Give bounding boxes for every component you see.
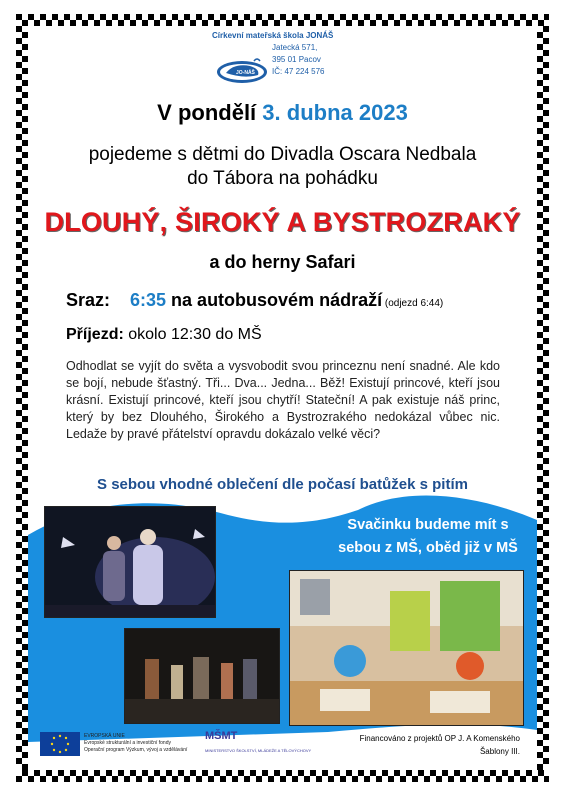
eu-text <box>84 733 187 754</box>
financing-line: Financováno z projektů OP J. A Komenského <box>359 734 520 743</box>
meeting-label: Sraz: <box>66 290 111 310</box>
eu-line: EVROPSKÁ UNIE <box>84 733 125 739</box>
intro-text <box>0 143 565 191</box>
play-title: DLOUHÝ, ŠIROKÝ A BYSTROZRAKÝ <box>44 207 521 237</box>
snack-line: Svačinku budeme mít s <box>347 517 509 533</box>
theatre-photo-1 <box>44 506 216 618</box>
school-id: IČ: 47 224 576 <box>272 67 325 76</box>
arrival-info <box>66 326 262 344</box>
date-prefix: V pondělí <box>157 100 263 125</box>
snack-line: sebou z MŠ, oběd již v MŠ <box>338 540 518 556</box>
eu-line: Operační program Výzkum, vývoj a vzdělávání <box>84 747 188 753</box>
school-name: Církevní mateřská škola JONÁŠ <box>212 31 334 40</box>
financing-line: Šablony III. <box>479 747 520 756</box>
event-date-line <box>0 100 565 126</box>
eu-flag-icon <box>40 732 80 756</box>
puppet-scene-image <box>125 629 279 723</box>
theatre-photo-2 <box>124 628 280 724</box>
msmt-logo: MŠMT <box>205 730 238 742</box>
event-date: 3. dubna 2023 <box>262 100 408 125</box>
snack-notice <box>330 514 526 560</box>
safari-playroom-image <box>290 571 523 725</box>
departure-note: (odjezd 6:44) <box>382 298 444 309</box>
financing-note <box>300 732 520 758</box>
meeting-place: na autobusovém nádraží <box>166 290 383 310</box>
meeting-time: 6:35 <box>130 290 167 310</box>
stage-scene-image <box>45 507 215 617</box>
bring-notice: S sebou vhodné oblečení dle počasí batůžek s pitím <box>97 476 468 493</box>
school-address-line: Jatecká 571, <box>272 43 318 52</box>
intro-line: do Tábora na pohádku <box>187 168 378 189</box>
eu-line: Evropské strukturální a investiční fondy <box>84 740 171 746</box>
msmt-subtitle: MINISTERSTVO ŠKOLSTVÍ, MLÁDEŽE A TĚLOVÝCHOVY <box>205 748 312 753</box>
arrival-label: Příjezd: <box>66 326 124 343</box>
arrival-value: okolo 12:30 do MŠ <box>123 326 262 343</box>
whale-logo-icon <box>214 55 270 85</box>
school-address-line: 395 01 Pacov <box>272 55 321 64</box>
intro-line: pojedeme s dětmi do Divadla Oscara Nedbala <box>88 144 477 165</box>
logo-text: JO-NÁŠ <box>236 70 255 76</box>
description-paragraph: Odhodlat se vyjít do světa a vysvobodit svou princeznu není snadné. Ale kdo se bojí, nebude šťastný. Tři... Dva... Jedna... Běž! Existují princové, kteří jsou krásní. Existují princové, kteří jsou chytří! Stateční! A pak existuje náš princ, který by bez Dlouhého, Širokého a Bystrozrakého nedokázal vůbec nic. Ledaže by pravé přátelství opravdu dokázalo velké věci? <box>66 359 500 441</box>
meeting-info <box>66 290 443 311</box>
play-subtitle: a do herny Safari <box>209 252 356 272</box>
playroom-photo <box>289 570 524 726</box>
